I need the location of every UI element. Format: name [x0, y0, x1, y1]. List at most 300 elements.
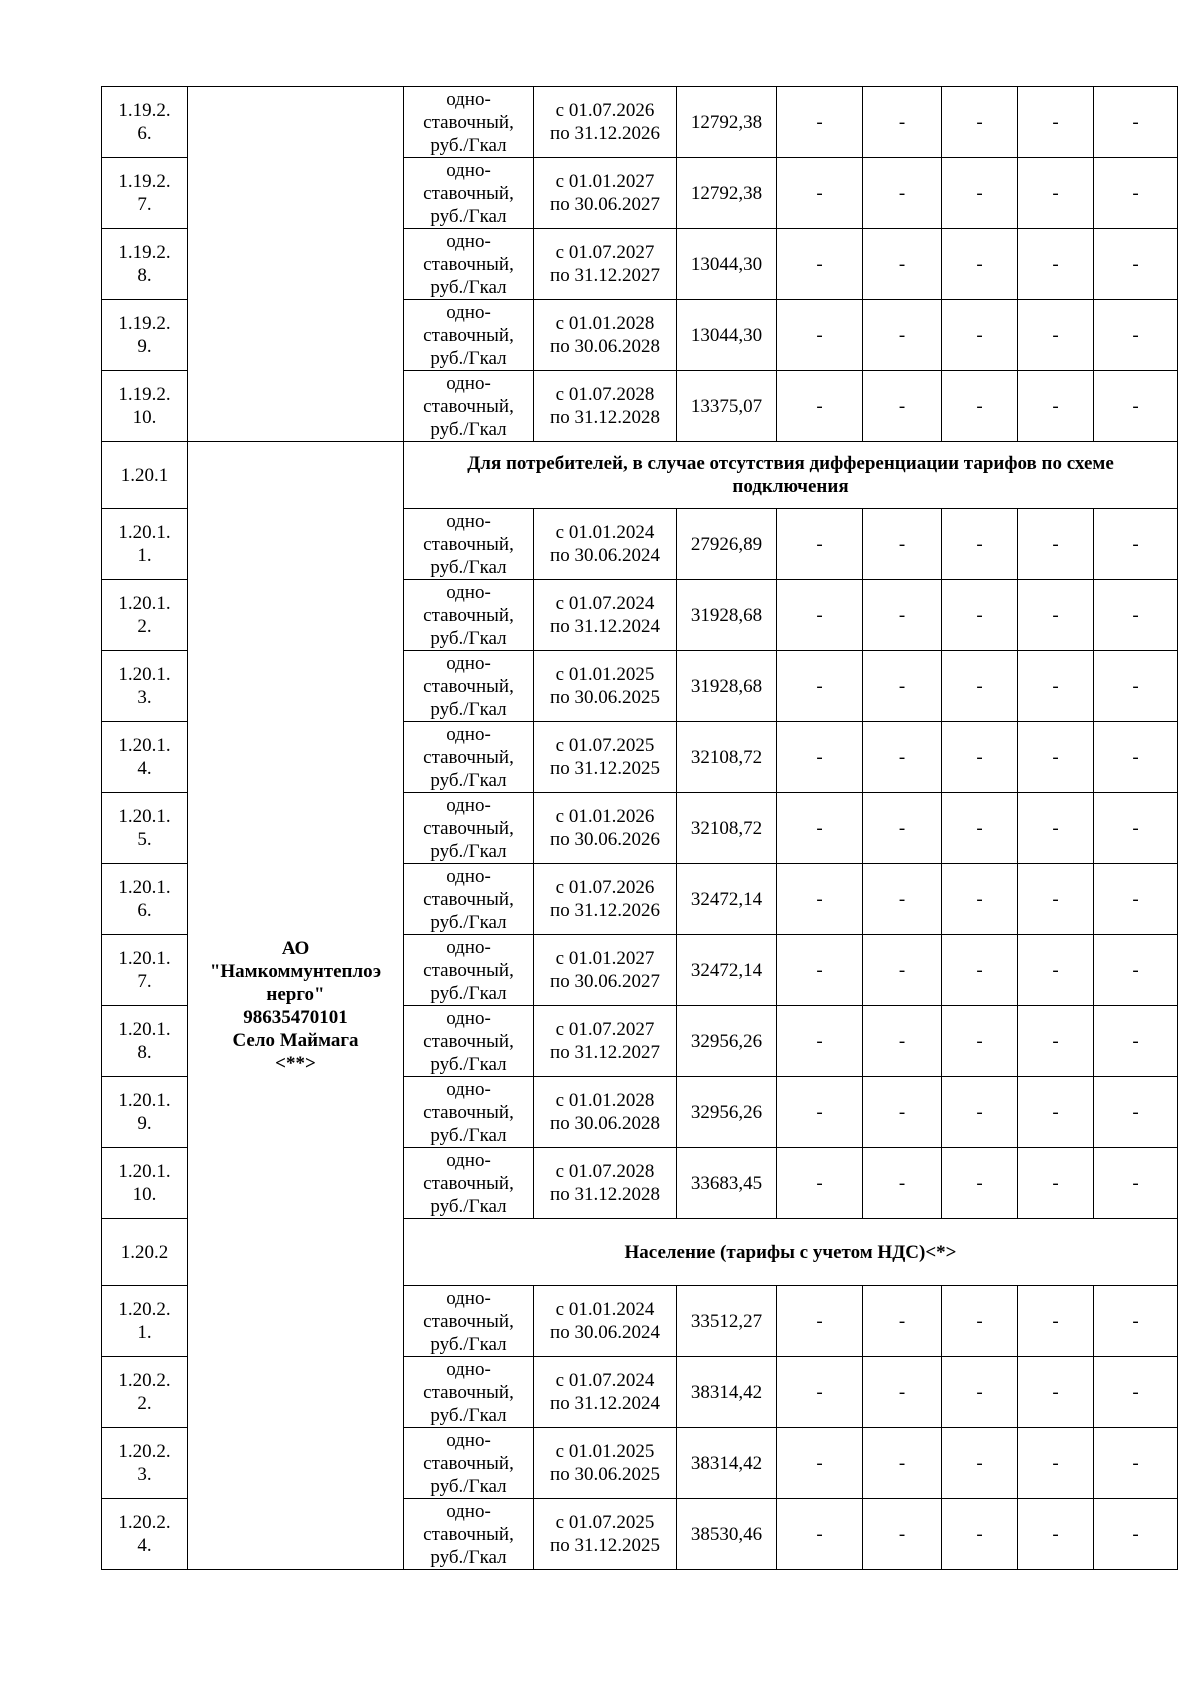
row-number	[102, 1006, 188, 1077]
tariff-type-line: ставочный,	[423, 817, 514, 839]
empty-value-dash: -	[1094, 1499, 1178, 1570]
empty-value-dash: -	[863, 509, 942, 580]
tariff-type-line: руб./Гкал	[430, 627, 507, 649]
empty-value-dash: -	[1018, 1499, 1094, 1570]
tariff-type-line: ставочный,	[423, 1101, 514, 1123]
row-number-line: 2.	[137, 616, 152, 637]
row-number-line: 7.	[137, 194, 152, 215]
organization-line: нерго"	[266, 983, 325, 1005]
empty-value-dash: -	[777, 300, 863, 371]
tariff-value: 13375,07	[677, 371, 777, 442]
tariff-type-line: руб./Гкал	[430, 134, 507, 156]
empty-value-dash: -	[863, 1077, 942, 1148]
tariff-type-line: одно-	[446, 865, 491, 887]
tariff-period	[534, 1006, 677, 1077]
row-number-line: 3.	[137, 1464, 152, 1485]
organization-line: <**>	[275, 1052, 316, 1074]
row-number	[102, 1286, 188, 1357]
tariff-value: 32472,14	[677, 864, 777, 935]
tariff-value: 32108,72	[677, 793, 777, 864]
tariff-period-line: с 01.07.2025	[555, 735, 655, 756]
empty-value-dash: -	[942, 580, 1018, 651]
empty-value-dash: -	[863, 1148, 942, 1219]
empty-value-dash: -	[1094, 1148, 1178, 1219]
empty-value-dash: -	[1018, 1148, 1094, 1219]
tariff-value: 32956,26	[677, 1077, 777, 1148]
empty-value-dash: -	[863, 1286, 942, 1357]
row-number-line: 1.20.2.	[118, 1441, 171, 1462]
tariff-period-line: с 01.07.2028	[555, 384, 655, 405]
tariff-period-line: с 01.07.2026	[555, 877, 655, 898]
row-number-line: 10.	[132, 407, 157, 428]
tariff-period	[534, 300, 677, 371]
tariff-type-line: одно-	[446, 794, 491, 816]
tariff-type-line: одно-	[446, 510, 491, 532]
row-number-line: 1.19.2.	[118, 100, 171, 121]
empty-value-dash: -	[942, 1286, 1018, 1357]
tariff-value: 31928,68	[677, 580, 777, 651]
empty-value-dash: -	[942, 300, 1018, 371]
empty-value-dash: -	[1094, 722, 1178, 793]
row-number	[102, 1428, 188, 1499]
tariff-period-line: по 31.12.2025	[550, 758, 660, 779]
tariff-period	[534, 651, 677, 722]
section-heading	[404, 1219, 1178, 1286]
row-number-line: 3.	[137, 687, 152, 708]
tariff-type-line: ставочный,	[423, 1030, 514, 1052]
tariff-period	[534, 158, 677, 229]
empty-value-dash: -	[1018, 1006, 1094, 1077]
tariff-type	[404, 1077, 534, 1148]
tariff-period-line: с 01.07.2025	[555, 1512, 655, 1533]
empty-value-dash: -	[942, 864, 1018, 935]
empty-value-dash: -	[777, 371, 863, 442]
row-number	[102, 1219, 188, 1286]
row-number-line: 1.20.1	[120, 464, 169, 486]
tariff-type	[404, 300, 534, 371]
row-number-line: 1.20.2	[120, 1241, 169, 1263]
tariff-type	[404, 509, 534, 580]
tariff-type-line: руб./Гкал	[430, 1404, 507, 1426]
tariff-type	[404, 229, 534, 300]
tariff-type-line: одно-	[446, 1007, 491, 1029]
row-number-line: 6.	[137, 123, 152, 144]
tariff-period-line: с 01.07.2024	[555, 593, 655, 614]
empty-value-dash: -	[942, 1077, 1018, 1148]
tariff-type-line: одно-	[446, 1078, 491, 1100]
tariff-type-line: ставочный,	[423, 746, 514, 768]
tariff-period-line: по 31.12.2027	[550, 1042, 660, 1063]
empty-value-dash: -	[863, 371, 942, 442]
tariff-type	[404, 651, 534, 722]
tariff-type-line: руб./Гкал	[430, 911, 507, 933]
empty-value-dash: -	[777, 1077, 863, 1148]
row-number-line: 4.	[137, 758, 152, 779]
tariff-period	[534, 1499, 677, 1570]
row-number-line: 1.20.2.	[118, 1370, 171, 1391]
row-number-line: 5.	[137, 829, 152, 850]
empty-value-dash: -	[942, 229, 1018, 300]
tariff-period	[534, 229, 677, 300]
empty-value-dash: -	[942, 793, 1018, 864]
tariff-period	[534, 580, 677, 651]
tariff-type-line: одно-	[446, 230, 491, 252]
tariff-value: 32108,72	[677, 722, 777, 793]
empty-value-dash: -	[863, 580, 942, 651]
empty-value-dash: -	[777, 509, 863, 580]
empty-value-dash: -	[777, 87, 863, 158]
organization-cell-empty	[188, 87, 404, 442]
empty-value-dash: -	[1018, 935, 1094, 1006]
tariff-type-line: руб./Гкал	[430, 1195, 507, 1217]
row-number-line: 1.20.2.	[118, 1299, 171, 1320]
tariff-value: 38314,42	[677, 1357, 777, 1428]
tariff-period-line: по 31.12.2028	[550, 407, 660, 428]
tariff-type	[404, 1286, 534, 1357]
row-number	[102, 371, 188, 442]
empty-value-dash: -	[1018, 509, 1094, 580]
row-number-line: 1.19.2.	[118, 242, 171, 263]
empty-value-dash: -	[777, 1286, 863, 1357]
tariff-value: 38314,42	[677, 1428, 777, 1499]
tariff-type-line: ставочный,	[423, 1381, 514, 1403]
table-row	[102, 87, 1178, 158]
section-heading-line: Население (тарифы с учетом НДС)<*>	[624, 1241, 957, 1263]
organization-cell	[188, 442, 404, 1570]
section-heading	[404, 442, 1178, 509]
tariff-period-line: с 01.01.2024	[555, 522, 655, 543]
empty-value-dash: -	[777, 935, 863, 1006]
row-number-line: 1.20.1.	[118, 664, 171, 685]
tariff-value: 12792,38	[677, 158, 777, 229]
tariff-period-line: с 01.01.2028	[555, 1090, 655, 1111]
empty-value-dash: -	[942, 935, 1018, 1006]
empty-value-dash: -	[777, 580, 863, 651]
empty-value-dash: -	[1094, 87, 1178, 158]
empty-value-dash: -	[942, 1499, 1018, 1570]
tariff-period-line: по 30.06.2028	[550, 336, 660, 357]
tariff-period-line: по 31.12.2026	[550, 900, 660, 921]
tariff-type-line: ставочный,	[423, 1452, 514, 1474]
row-number-line: 1.20.1.	[118, 1019, 171, 1040]
empty-value-dash: -	[777, 1006, 863, 1077]
empty-value-dash: -	[1094, 580, 1178, 651]
tariff-type-line: руб./Гкал	[430, 276, 507, 298]
empty-value-dash: -	[1018, 793, 1094, 864]
row-number	[102, 509, 188, 580]
tariff-type-line: ставочный,	[423, 324, 514, 346]
tariff-type-line: одно-	[446, 723, 491, 745]
row-number-line: 1.19.2.	[118, 171, 171, 192]
empty-value-dash: -	[1018, 1077, 1094, 1148]
row-number-line: 6.	[137, 900, 152, 921]
empty-value-dash: -	[942, 651, 1018, 722]
empty-value-dash: -	[942, 1357, 1018, 1428]
empty-value-dash: -	[1094, 371, 1178, 442]
tariff-period-line: по 30.06.2024	[550, 545, 660, 566]
tariff-period-line: по 31.12.2024	[550, 616, 660, 637]
empty-value-dash: -	[1094, 158, 1178, 229]
tariff-period-line: по 31.12.2026	[550, 123, 660, 144]
tariff-period	[534, 793, 677, 864]
tariff-period-line: с 01.01.2024	[555, 1299, 655, 1320]
tariff-value: 27926,89	[677, 509, 777, 580]
row-number	[102, 229, 188, 300]
tariff-type	[404, 580, 534, 651]
tariff-type-line: ставочный,	[423, 1172, 514, 1194]
tariff-value: 33512,27	[677, 1286, 777, 1357]
tariff-type-line: ставочный,	[423, 604, 514, 626]
empty-value-dash: -	[863, 793, 942, 864]
tariff-type-line: ставочный,	[423, 533, 514, 555]
empty-value-dash: -	[777, 722, 863, 793]
row-number	[102, 300, 188, 371]
row-number-line: 1.19.2.	[118, 384, 171, 405]
tariff-period-line: по 31.12.2027	[550, 265, 660, 286]
tariff-type-line: ставочный,	[423, 959, 514, 981]
tariff-period-line: по 31.12.2028	[550, 1184, 660, 1205]
tariff-type-line: ставочный,	[423, 111, 514, 133]
empty-value-dash: -	[777, 229, 863, 300]
empty-value-dash: -	[1094, 793, 1178, 864]
tariff-type-line: руб./Гкал	[430, 1475, 507, 1497]
tariff-value: 33683,45	[677, 1148, 777, 1219]
tariff-period-line: по 30.06.2027	[550, 194, 660, 215]
tariff-type-line: одно-	[446, 581, 491, 603]
tariff-type-line: одно-	[446, 159, 491, 181]
row-number	[102, 87, 188, 158]
tariff-type-line: одно-	[446, 652, 491, 674]
tariff-type-line: одно-	[446, 1429, 491, 1451]
tariff-type	[404, 87, 534, 158]
row-number-line: 8.	[137, 265, 152, 286]
tariff-period-line: по 30.06.2028	[550, 1113, 660, 1134]
tariff-period-line: с 01.07.2027	[555, 1019, 655, 1040]
tariff-period-line: по 30.06.2026	[550, 829, 660, 850]
tariff-type-line: одно-	[446, 1149, 491, 1171]
tariff-period-line: по 31.12.2025	[550, 1535, 660, 1556]
tariff-period-line: с 01.07.2027	[555, 242, 655, 263]
tariff-type	[404, 864, 534, 935]
empty-value-dash: -	[1094, 935, 1178, 1006]
tariff-period	[534, 722, 677, 793]
empty-value-dash: -	[777, 1428, 863, 1499]
empty-value-dash: -	[1094, 509, 1178, 580]
row-number-line: 1.	[137, 1322, 152, 1343]
tariff-type-line: руб./Гкал	[430, 769, 507, 791]
tariff-type-line: руб./Гкал	[430, 418, 507, 440]
tariff-type-line: руб./Гкал	[430, 698, 507, 720]
row-number-line: 9.	[137, 336, 152, 357]
tariff-period-line: с 01.01.2025	[555, 664, 655, 685]
row-number-line: 7.	[137, 971, 152, 992]
empty-value-dash: -	[863, 1499, 942, 1570]
tariff-value: 12792,38	[677, 87, 777, 158]
tariff-table	[101, 86, 1178, 1570]
tariff-period-line: с 01.01.2027	[555, 171, 655, 192]
empty-value-dash: -	[1094, 1077, 1178, 1148]
empty-value-dash: -	[1094, 1428, 1178, 1499]
empty-value-dash: -	[1018, 651, 1094, 722]
empty-value-dash: -	[1094, 1006, 1178, 1077]
empty-value-dash: -	[777, 793, 863, 864]
row-number	[102, 935, 188, 1006]
empty-value-dash: -	[1018, 864, 1094, 935]
empty-value-dash: -	[777, 158, 863, 229]
empty-value-dash: -	[863, 158, 942, 229]
tariff-type	[404, 1499, 534, 1570]
row-number-line: 1.20.1.	[118, 948, 171, 969]
empty-value-dash: -	[863, 229, 942, 300]
empty-value-dash: -	[1018, 722, 1094, 793]
empty-value-dash: -	[1018, 229, 1094, 300]
row-number-line: 2.	[137, 1393, 152, 1414]
empty-value-dash: -	[1094, 1357, 1178, 1428]
empty-value-dash: -	[863, 1006, 942, 1077]
tariff-value: 13044,30	[677, 300, 777, 371]
empty-value-dash: -	[942, 1428, 1018, 1499]
tariff-table-body	[102, 87, 1178, 1570]
tariff-period	[534, 1428, 677, 1499]
empty-value-dash: -	[1094, 300, 1178, 371]
tariff-period-line: с 01.07.2024	[555, 1370, 655, 1391]
tariff-value: 32472,14	[677, 935, 777, 1006]
empty-value-dash: -	[777, 651, 863, 722]
tariff-type-line: одно-	[446, 1500, 491, 1522]
tariff-type	[404, 158, 534, 229]
tariff-type-line: руб./Гкал	[430, 347, 507, 369]
table-section-row	[102, 442, 1178, 509]
empty-value-dash: -	[863, 1357, 942, 1428]
tariff-period-line: по 30.06.2024	[550, 1322, 660, 1343]
tariff-type-line: ставочный,	[423, 1523, 514, 1545]
empty-value-dash: -	[942, 1006, 1018, 1077]
tariff-type	[404, 1148, 534, 1219]
section-heading-line: Для потребителей, в случае отсутствия дифференциации тарифов по схеме	[467, 453, 1114, 474]
tariff-type	[404, 1428, 534, 1499]
tariff-type	[404, 1006, 534, 1077]
row-number	[102, 442, 188, 509]
row-number-line: 1.20.1.	[118, 1161, 171, 1182]
empty-value-dash: -	[942, 87, 1018, 158]
tariff-period	[534, 935, 677, 1006]
empty-value-dash: -	[863, 300, 942, 371]
row-number	[102, 722, 188, 793]
tariff-period-line: по 30.06.2027	[550, 971, 660, 992]
empty-value-dash: -	[1094, 864, 1178, 935]
tariff-type-line: руб./Гкал	[430, 556, 507, 578]
organization-line: АО	[281, 937, 310, 959]
tariff-period	[534, 1077, 677, 1148]
row-number	[102, 158, 188, 229]
empty-value-dash: -	[942, 158, 1018, 229]
empty-value-dash: -	[863, 651, 942, 722]
row-number-line: 8.	[137, 1042, 152, 1063]
row-number	[102, 651, 188, 722]
tariff-type-line: руб./Гкал	[430, 205, 507, 227]
tariff-type-line: одно-	[446, 1358, 491, 1380]
organization-line: "Намкоммунтеплоэ	[209, 960, 382, 982]
empty-value-dash: -	[942, 509, 1018, 580]
tariff-type	[404, 722, 534, 793]
empty-value-dash: -	[1018, 1286, 1094, 1357]
empty-value-dash: -	[942, 722, 1018, 793]
tariff-period-line: с 01.07.2026	[555, 100, 655, 121]
tariff-type-line: руб./Гкал	[430, 1333, 507, 1355]
tariff-type-line: руб./Гкал	[430, 840, 507, 862]
tariff-period-line: по 30.06.2025	[550, 1464, 660, 1485]
tariff-type	[404, 935, 534, 1006]
row-number-line: 1.20.1.	[118, 806, 171, 827]
row-number	[102, 1499, 188, 1570]
row-number-line: 1.20.1.	[118, 1090, 171, 1111]
organization-line: 98635470101	[243, 1006, 348, 1028]
tariff-period-line: с 01.01.2028	[555, 313, 655, 334]
tariff-value: 31928,68	[677, 651, 777, 722]
tariff-value: 13044,30	[677, 229, 777, 300]
tariff-type	[404, 371, 534, 442]
tariff-period	[534, 371, 677, 442]
tariff-type-line: одно-	[446, 301, 491, 323]
empty-value-dash: -	[863, 864, 942, 935]
row-number-line: 4.	[137, 1535, 152, 1556]
empty-value-dash: -	[942, 371, 1018, 442]
row-number	[102, 793, 188, 864]
tariff-period	[534, 87, 677, 158]
tariff-period	[534, 1148, 677, 1219]
empty-value-dash: -	[863, 722, 942, 793]
tariff-period	[534, 1357, 677, 1428]
empty-value-dash: -	[1094, 229, 1178, 300]
tariff-type-line: руб./Гкал	[430, 1053, 507, 1075]
empty-value-dash: -	[1018, 1357, 1094, 1428]
tariff-period-line: с 01.01.2027	[555, 948, 655, 969]
tariff-type-line: ставочный,	[423, 395, 514, 417]
tariff-type-line: руб./Гкал	[430, 982, 507, 1004]
tariff-type-line: ставочный,	[423, 1310, 514, 1332]
tariff-period-line: по 30.06.2025	[550, 687, 660, 708]
tariff-type-line: одно-	[446, 1287, 491, 1309]
tariff-type	[404, 793, 534, 864]
organization-line: Село Маймага	[232, 1029, 359, 1051]
empty-value-dash: -	[1094, 1286, 1178, 1357]
row-number	[102, 580, 188, 651]
tariff-value: 32956,26	[677, 1006, 777, 1077]
row-number-line: 1.20.1.	[118, 593, 171, 614]
row-number-line: 10.	[132, 1184, 157, 1205]
tariff-type-line: ставочный,	[423, 253, 514, 275]
tariff-type-line: ставочный,	[423, 888, 514, 910]
tariff-period-line: с 01.01.2025	[555, 1441, 655, 1462]
tariff-type-line: руб./Гкал	[430, 1124, 507, 1146]
tariff-type	[404, 1357, 534, 1428]
tariff-period	[534, 509, 677, 580]
row-number-line: 1.20.1.	[118, 877, 171, 898]
empty-value-dash: -	[863, 1428, 942, 1499]
empty-value-dash: -	[1018, 1428, 1094, 1499]
tariff-type-line: одно-	[446, 372, 491, 394]
row-number	[102, 1077, 188, 1148]
tariff-period-line: по 31.12.2024	[550, 1393, 660, 1414]
row-number-line: 1.	[137, 545, 152, 566]
tariff-period	[534, 1286, 677, 1357]
row-number-line: 9.	[137, 1113, 152, 1134]
empty-value-dash: -	[1094, 651, 1178, 722]
tariff-period-line: с 01.01.2026	[555, 806, 655, 827]
empty-value-dash: -	[777, 864, 863, 935]
empty-value-dash: -	[1018, 300, 1094, 371]
tariff-type-line: ставочный,	[423, 675, 514, 697]
